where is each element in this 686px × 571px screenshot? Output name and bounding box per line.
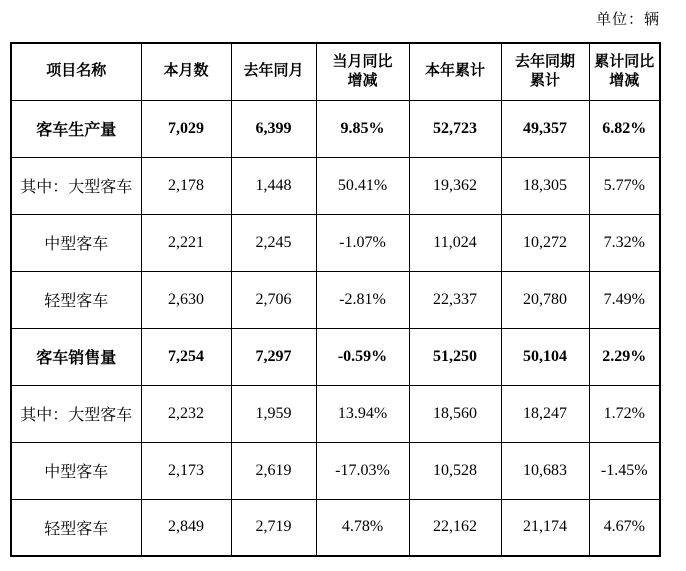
- value-cell: 2,232: [141, 385, 231, 442]
- value-cell: 2.29%: [589, 328, 660, 385]
- value-cell: 6,399: [231, 100, 316, 157]
- value-cell: 50,104: [501, 328, 589, 385]
- column-header: 去年同月: [231, 43, 316, 100]
- table-row: [11, 385, 660, 442]
- value-cell: 18,305: [501, 157, 589, 214]
- table-body: [11, 100, 660, 556]
- row-label: 客车生产量: [11, 100, 141, 157]
- value-cell: 18,247: [501, 385, 589, 442]
- value-cell: 49,357: [501, 100, 589, 157]
- value-cell: 19,362: [409, 157, 501, 214]
- value-cell: 2,245: [231, 214, 316, 271]
- value-cell: 7,029: [141, 100, 231, 157]
- value-cell: 18,560: [409, 385, 501, 442]
- value-cell: 2,619: [231, 442, 316, 499]
- value-cell: 1,448: [231, 157, 316, 214]
- production-sales-table: [10, 42, 661, 557]
- value-cell: 10,683: [501, 442, 589, 499]
- value-cell: 4.78%: [316, 499, 409, 556]
- value-cell: 7.32%: [589, 214, 660, 271]
- value-cell: -1.07%: [316, 214, 409, 271]
- table-row: [11, 100, 660, 157]
- column-header: 本年累计: [409, 43, 501, 100]
- table-row: [11, 499, 660, 556]
- column-header: 项目名称: [11, 43, 141, 100]
- value-cell: 2,221: [141, 214, 231, 271]
- value-cell: 20,780: [501, 271, 589, 328]
- row-label: 客车销售量: [11, 328, 141, 385]
- value-cell: -0.59%: [316, 328, 409, 385]
- value-cell: 6.82%: [589, 100, 660, 157]
- value-cell: 5.77%: [589, 157, 660, 214]
- row-label: 其中：大型客车: [11, 385, 141, 442]
- header-row: [11, 43, 660, 100]
- row-label: 轻型客车: [11, 271, 141, 328]
- value-cell: 52,723: [409, 100, 501, 157]
- value-cell: 10,272: [501, 214, 589, 271]
- value-cell: 7.49%: [589, 271, 660, 328]
- column-header: 本月数: [141, 43, 231, 100]
- row-label: 轻型客车: [11, 499, 141, 556]
- value-cell: 2,719: [231, 499, 316, 556]
- value-cell: 11,024: [409, 214, 501, 271]
- table-row: [11, 328, 660, 385]
- value-cell: 10,528: [409, 442, 501, 499]
- value-cell: 2,849: [141, 499, 231, 556]
- value-cell: 22,162: [409, 499, 501, 556]
- value-cell: 22,337: [409, 271, 501, 328]
- column-header: 去年同期 累计: [501, 43, 589, 100]
- value-cell: 7,254: [141, 328, 231, 385]
- value-cell: 2,706: [231, 271, 316, 328]
- row-label: 其中：大型客车: [11, 157, 141, 214]
- value-cell: -1.45%: [589, 442, 660, 499]
- value-cell: 50.41%: [316, 157, 409, 214]
- table-row: [11, 157, 660, 214]
- value-cell: -2.81%: [316, 271, 409, 328]
- value-cell: 2,630: [141, 271, 231, 328]
- value-cell: 51,250: [409, 328, 501, 385]
- value-cell: -17.03%: [316, 442, 409, 499]
- value-cell: 2,173: [141, 442, 231, 499]
- value-cell: 1,959: [231, 385, 316, 442]
- table-row: [11, 442, 660, 499]
- value-cell: 4.67%: [589, 499, 660, 556]
- unit-label: 单位：辆: [595, 12, 660, 28]
- column-header: 累计同比 增减: [589, 43, 660, 100]
- value-cell: 9.85%: [316, 100, 409, 157]
- value-cell: 21,174: [501, 499, 589, 556]
- row-label: 中型客车: [11, 214, 141, 271]
- table-row: [11, 271, 660, 328]
- value-cell: 2,178: [141, 157, 231, 214]
- row-label: 中型客车: [11, 442, 141, 499]
- value-cell: 13.94%: [316, 385, 409, 442]
- table-row: [11, 214, 660, 271]
- value-cell: 7,297: [231, 328, 316, 385]
- value-cell: 1.72%: [589, 385, 660, 442]
- column-header: 当月同比 增减: [316, 43, 409, 100]
